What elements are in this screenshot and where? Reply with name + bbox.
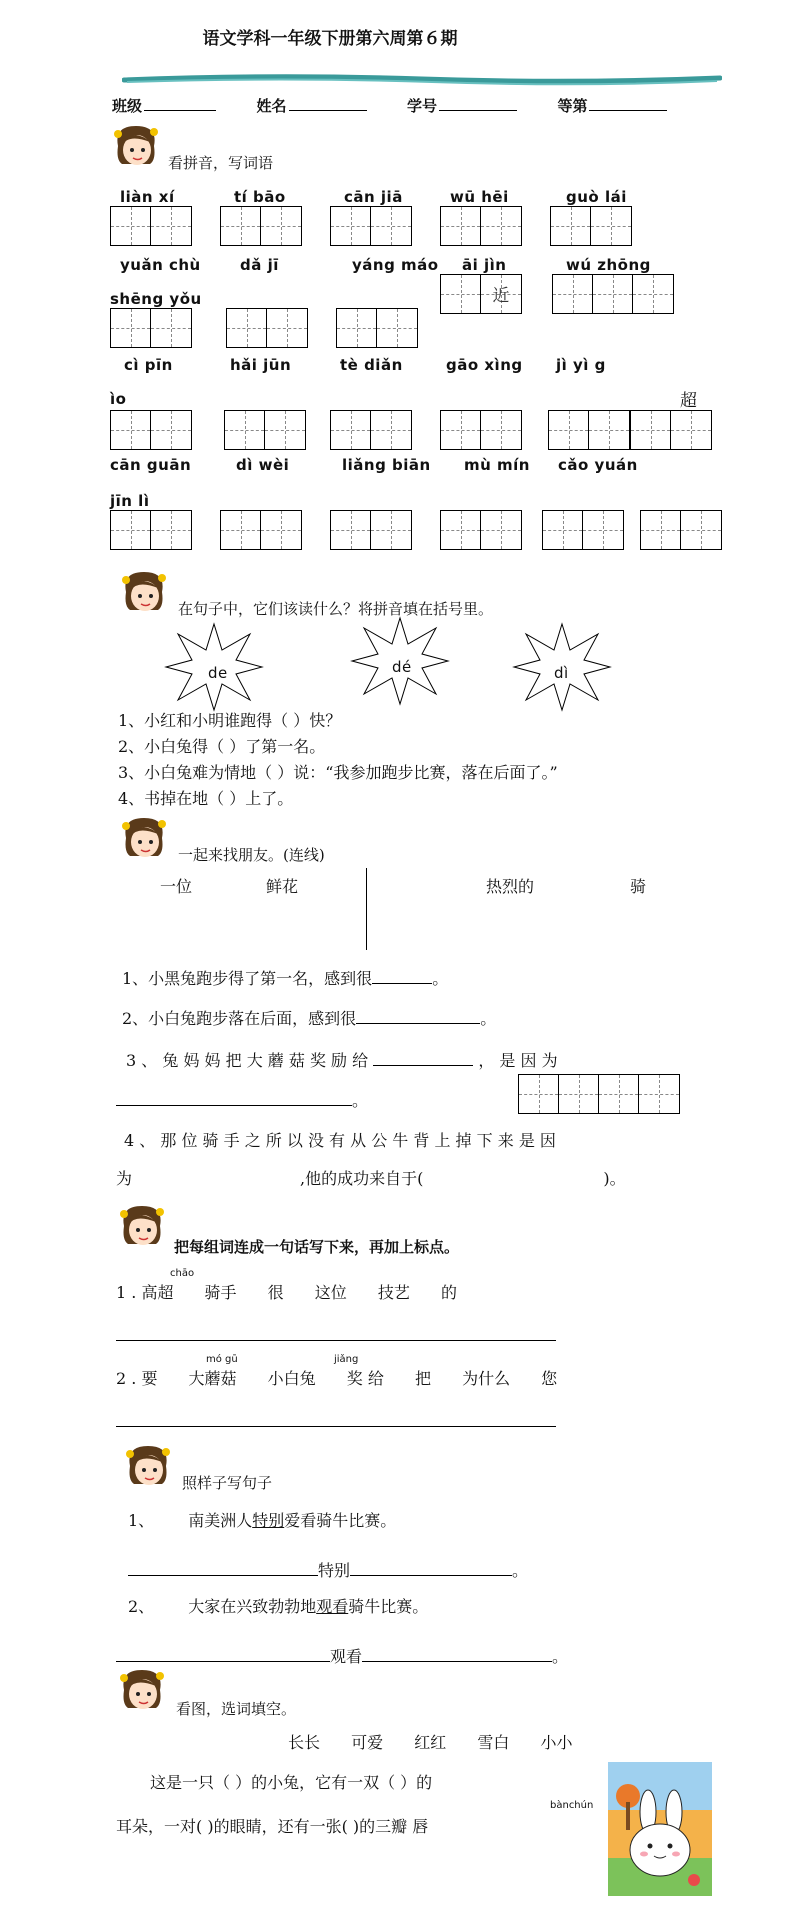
writing-grid[interactable] bbox=[220, 510, 302, 550]
answer-blank[interactable] bbox=[128, 1575, 318, 1576]
section4-instruction: 把每组词连成一句话写下来，再加上标点。 bbox=[174, 1238, 460, 1256]
star-label-dì: dì bbox=[554, 664, 569, 682]
fill-question-4-line2 bbox=[116, 1166, 626, 1189]
writing-grid[interactable] bbox=[440, 410, 522, 450]
pinyin-3-3: tè diǎn bbox=[340, 356, 403, 374]
pinyin-1-5: guò lái bbox=[566, 188, 627, 206]
word: 小白兔 bbox=[267, 1369, 316, 1388]
word: 为什么 bbox=[462, 1369, 511, 1388]
fill-question-3-line2 bbox=[116, 1088, 368, 1111]
sentence-group-2 bbox=[116, 1366, 583, 1389]
girl-icon bbox=[118, 566, 170, 618]
grade-field[interactable] bbox=[589, 96, 667, 111]
section2-instruction: 在句子中，它们该读什么？将拼音填在括号里。 bbox=[178, 600, 494, 618]
ruby-banchun: bànchún bbox=[550, 1800, 594, 1811]
answer-line[interactable] bbox=[116, 1426, 556, 1427]
pinyin-3-1: cì pīn bbox=[124, 356, 173, 374]
pinyin-3-extra: ìo bbox=[110, 390, 127, 408]
pinyin-4-2: dì wèi bbox=[236, 456, 290, 474]
sentence-group-1 bbox=[116, 1280, 483, 1303]
pinyin-2-4: āi jìn bbox=[462, 256, 507, 274]
ex1-keyword: 特别 bbox=[252, 1511, 285, 1530]
class-label: 班级 bbox=[112, 97, 143, 115]
fill1-word: 特别 bbox=[318, 1561, 351, 1580]
ex1-num: 1、 bbox=[128, 1511, 155, 1530]
answer-blank[interactable] bbox=[362, 1661, 552, 1662]
writing-grid[interactable] bbox=[552, 274, 674, 314]
section5-instruction: 照样子写句子 bbox=[182, 1474, 273, 1492]
answer-blank[interactable] bbox=[356, 1023, 480, 1024]
section6-instruction: 看图，选词填空。 bbox=[176, 1700, 297, 1718]
girl-icon bbox=[118, 812, 170, 864]
answer-line[interactable] bbox=[116, 1340, 556, 1341]
ruby-jiang: jiǎng bbox=[334, 1354, 359, 1365]
ex2-text-b: 骑牛比赛。 bbox=[348, 1597, 429, 1616]
word: 您 bbox=[541, 1369, 558, 1388]
answer-blank[interactable] bbox=[350, 1575, 512, 1576]
writing-grid[interactable] bbox=[110, 510, 192, 550]
example-2 bbox=[128, 1594, 428, 1617]
fill-question-2 bbox=[122, 1006, 496, 1029]
q2-text: 2、小白兔跑步落在后面，感到很 bbox=[122, 1009, 357, 1028]
rabbit-picture bbox=[608, 1762, 712, 1896]
q2-end: 。 bbox=[480, 1009, 497, 1028]
choice-word[interactable]: 雪白 bbox=[477, 1733, 510, 1752]
pinyin-4-4: mù mín bbox=[464, 456, 530, 474]
word: 大蘑菇 bbox=[188, 1369, 237, 1388]
girl-icon bbox=[122, 1440, 174, 1492]
pinyin-3-2: hǎi jūn bbox=[230, 356, 292, 374]
word: 1 . 高超 bbox=[116, 1283, 174, 1302]
word: 奖 给 bbox=[346, 1369, 384, 1388]
word-choices bbox=[288, 1730, 598, 1753]
word: 很 bbox=[267, 1283, 284, 1302]
word: 把 bbox=[414, 1369, 431, 1388]
section1-instruction: 看拼音，写词语 bbox=[168, 154, 274, 172]
girl-icon bbox=[116, 1200, 168, 1252]
grade-label: 等第 bbox=[557, 97, 588, 115]
match-word-left-2[interactable]: 鲜花 bbox=[266, 877, 299, 896]
fill-question-1 bbox=[122, 966, 448, 989]
q4-text-b: 为 bbox=[116, 1169, 133, 1188]
star-label-dé: dé bbox=[392, 658, 412, 676]
answer-blank[interactable] bbox=[372, 983, 432, 984]
answer-blank[interactable] bbox=[373, 1065, 473, 1066]
example-1 bbox=[128, 1508, 396, 1531]
pinyin-3-4: gāo xìng bbox=[446, 356, 523, 374]
fill-question-4: 4 、 那 位 骑 手 之 所 以 没 有 从 公 牛 背 上 掉 下 来 是 因 bbox=[124, 1131, 556, 1150]
choice-word[interactable]: 长长 bbox=[288, 1733, 321, 1752]
writing-grid[interactable] bbox=[542, 510, 624, 550]
imitate-line-1 bbox=[128, 1558, 528, 1581]
writing-grid[interactable] bbox=[110, 410, 192, 450]
pinyin-2-1: yuǎn chù bbox=[120, 256, 201, 274]
match-word-left-1[interactable]: 一位 bbox=[160, 877, 193, 896]
pinyin-4-extra: jīn lì bbox=[110, 492, 150, 510]
pinyin-4-5: cǎo yuán bbox=[558, 456, 638, 474]
pinyin-1-2: tí bāo bbox=[234, 188, 286, 206]
ex2-keyword: 观看 bbox=[316, 1597, 349, 1616]
writing-grid[interactable] bbox=[226, 308, 308, 348]
girl-icon bbox=[116, 1664, 168, 1716]
writing-grid[interactable] bbox=[630, 410, 712, 450]
writing-grid[interactable] bbox=[110, 206, 192, 246]
writing-grid[interactable] bbox=[330, 510, 412, 550]
match-word-right-1[interactable]: 热烈的 bbox=[486, 877, 535, 896]
answer-blank[interactable] bbox=[116, 1661, 330, 1662]
sentence-3: 3、小白兔难为情地（ ）说：“我参加跑步比赛，落在后面了。” bbox=[118, 763, 558, 782]
fill2-word: 观看 bbox=[330, 1647, 363, 1666]
writing-grid[interactable] bbox=[548, 410, 630, 450]
hint-char-chao: 超 bbox=[680, 391, 697, 411]
match-word-right-2[interactable]: 骑 bbox=[630, 877, 647, 896]
pinyin-1-1: liàn xí bbox=[120, 188, 175, 206]
pinyin-2-extra: shēng yǒu bbox=[110, 290, 202, 308]
divider-line bbox=[366, 868, 367, 950]
writing-grid[interactable] bbox=[440, 274, 522, 314]
section3-instruction: 一起来找朋友。(连线) bbox=[178, 846, 325, 864]
page-title: 语文学科一年级下册第六周第６期 bbox=[202, 29, 458, 49]
decorative-brush-line bbox=[122, 72, 722, 86]
class-field[interactable] bbox=[144, 96, 216, 111]
writing-grid[interactable] bbox=[224, 410, 306, 450]
pinyin-4-3: liǎng biān bbox=[342, 456, 431, 474]
id-label: 学号 bbox=[406, 97, 437, 115]
pinyin-2-2: dǎ jī bbox=[240, 256, 279, 274]
ex1-text: 南美洲人 bbox=[188, 1511, 253, 1530]
word: 2 . 要 bbox=[116, 1369, 158, 1388]
q3-text: 3 、 兔 妈 妈 把 大 蘑 菇 奖 励 给 bbox=[126, 1051, 369, 1070]
choice-word[interactable]: 可爱 bbox=[351, 1733, 384, 1752]
q4-text-c: ,他的成功来自于( bbox=[300, 1169, 424, 1188]
writing-grid[interactable] bbox=[518, 1074, 680, 1114]
pinyin-2-3: yáng máo bbox=[352, 256, 439, 274]
word: 骑手 bbox=[204, 1283, 237, 1302]
writing-grid[interactable] bbox=[330, 410, 412, 450]
id-field[interactable] bbox=[439, 96, 517, 111]
ruby-chao: chāo bbox=[170, 1268, 195, 1279]
pinyin-2-5: wú zhōng bbox=[566, 256, 651, 274]
sentence-1: 1、小红和小明谁跑得（ ）快？ bbox=[118, 711, 342, 730]
star-label-de: de bbox=[208, 664, 228, 682]
pinyin-3-5: jì yì g bbox=[556, 356, 606, 374]
pinyin-1-4: wū hēi bbox=[450, 188, 509, 206]
q3-text-b: ， 是 因 为 bbox=[478, 1051, 558, 1070]
q4-end: )。 bbox=[603, 1169, 626, 1188]
choice-word[interactable]: 红红 bbox=[414, 1733, 447, 1752]
q1-end: 。 bbox=[432, 969, 449, 988]
answer-blank[interactable] bbox=[116, 1105, 352, 1106]
pinyin-1-3: cān jiā bbox=[344, 188, 403, 206]
writing-grid[interactable] bbox=[110, 308, 192, 348]
writing-grid[interactable] bbox=[640, 510, 722, 550]
info-row bbox=[112, 95, 667, 116]
word: 这位 bbox=[314, 1283, 347, 1302]
name-field[interactable] bbox=[289, 96, 367, 111]
hint-char-jin: 近 bbox=[492, 286, 510, 306]
fill-paragraph-line-2: 耳朵，一对( )的眼睛，还有一张( )的三瓣 唇 bbox=[116, 1817, 429, 1836]
name-label: 姓名 bbox=[256, 97, 287, 115]
imitate-line-2 bbox=[116, 1644, 568, 1667]
writing-grid[interactable] bbox=[336, 308, 418, 348]
ex1-text-b: 爱看骑牛比赛。 bbox=[284, 1511, 397, 1530]
writing-grid[interactable] bbox=[330, 206, 412, 246]
fill-question-3 bbox=[126, 1048, 558, 1071]
q3-end: 。 bbox=[352, 1091, 369, 1110]
word: 技艺 bbox=[377, 1283, 410, 1302]
writing-grid[interactable] bbox=[220, 206, 302, 246]
fill1-end: 。 bbox=[512, 1561, 529, 1580]
ex2-text: 大家在兴致勃勃地 bbox=[188, 1597, 317, 1616]
word: 的 bbox=[440, 1283, 457, 1302]
ex2-num: 2、 bbox=[128, 1597, 155, 1616]
fill-paragraph-line-1: 这是一只（ ）的小兔，它有一双（ ）的 bbox=[150, 1773, 433, 1792]
fill2-end: 。 bbox=[552, 1647, 569, 1666]
writing-grid[interactable] bbox=[440, 206, 522, 246]
pinyin-4-1: cān guān bbox=[110, 456, 192, 474]
choice-word[interactable]: 小小 bbox=[540, 1733, 573, 1752]
sentence-2: 2、小白兔得（ ）了第一名。 bbox=[118, 737, 326, 756]
writing-grid[interactable] bbox=[550, 206, 632, 246]
q1-text: 1、小黑兔跑步得了第一名，感到很 bbox=[122, 969, 373, 988]
writing-grid[interactable] bbox=[440, 510, 522, 550]
ruby-mogu: mó gū bbox=[206, 1354, 238, 1365]
girl-icon bbox=[110, 120, 162, 172]
sentence-4: 4、书掉在地（ ）上了。 bbox=[118, 789, 294, 808]
